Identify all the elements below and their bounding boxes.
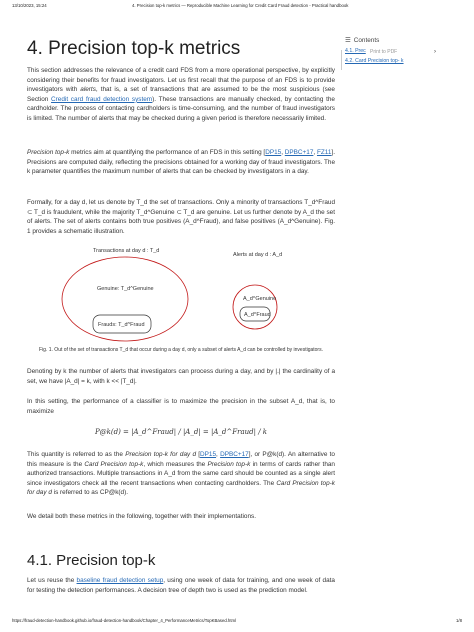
toc-item-label[interactable]: 4.2. Card Precision top- k xyxy=(345,58,404,64)
term: Card Precision top-k for day d xyxy=(27,479,335,497)
ref-dp15[interactable]: DP15 xyxy=(265,149,282,156)
frauds-label: Frauds: T_d^Fraud xyxy=(98,322,145,328)
print-url: https://fraud-detection-handbook.github.io/fraud-detection-handbook/Chapter_4_PerformanceMetrics/TopKBased.html xyxy=(12,618,237,623)
text: Let us reuse the xyxy=(27,577,75,584)
text: , xyxy=(216,451,221,458)
text: , xyxy=(281,149,285,156)
text: in terms of cards rather than authorized transactions. Multiple transactions in A_d from the same card should be counted as a single alert since investigators check all the recent transactions when contacting cardholders. The xyxy=(27,460,335,487)
toc-title: Contents xyxy=(353,36,380,44)
print-date: 13/10/2023, 15:24 xyxy=(12,3,47,8)
detail-paragraph: We detail both these metrics in the following, together with their implementations. xyxy=(27,513,256,520)
precision-formula: P@k(d) = |A_d^Fraud| / |A_d| = |A_d^Fraud| / k xyxy=(94,428,268,436)
term: Precision top-k xyxy=(207,460,251,468)
schematic-figure xyxy=(55,242,310,347)
text: is referred to as CP@k(d). xyxy=(53,489,128,497)
list-icon: ☰ xyxy=(345,37,351,44)
main-content xyxy=(27,38,335,61)
link-fds[interactable]: Credit card fraud detection system xyxy=(51,95,153,103)
transactions-label: Transactions at day d : T_d xyxy=(93,248,160,254)
toc-header xyxy=(345,36,445,44)
chevron-right-icon[interactable]: › xyxy=(434,49,436,55)
setup-paragraph xyxy=(27,576,335,595)
toc-item-label[interactable]: 4.1. Prec xyxy=(345,48,366,54)
section-title: 4.1. Precision top-k xyxy=(27,552,156,569)
text: This section addresses the relevance of a credit card FDS from a more operational perspective, by explicitly considering their benefits for fraud investigators. Let us first recall that the purpose of an FDS is to provide investigators with xyxy=(27,67,335,94)
term: Precision top-k xyxy=(27,149,70,156)
intro-paragraph xyxy=(27,66,335,124)
transactions-ellipse xyxy=(62,257,188,341)
term: Precision top-k for day d xyxy=(125,451,196,458)
k-definition-paragraph: Denoting by k the number of alerts that investigators can process during a day, and by |.| the cardinality of a set, we have |A_d| = k, with k << |T_d|. xyxy=(27,368,335,385)
precision-topk-paragraph xyxy=(27,148,335,177)
print-header xyxy=(12,3,462,13)
ref-dp15-2[interactable]: DP15 xyxy=(200,451,217,458)
maximize-paragraph: In this setting, the performance of a classifier is to maximize the precision in the subset A_d, that is, to maximize xyxy=(27,398,335,415)
toc-indicator xyxy=(341,50,342,70)
term: Card Precision top-k xyxy=(84,460,144,468)
text: ). These transactions are manually checked, by contacting the cardholder. The process of contacting cardholders is time-consuming, and the number of fraud investigators is limited. The number of alerts that may be checked during a given period is therefore necessarily limited. xyxy=(27,95,335,122)
ref-fz11[interactable]: FZ11 xyxy=(316,149,332,156)
alert-genuine-label: A_d^Genuine xyxy=(243,296,277,302)
alerts-term: alerts xyxy=(80,86,96,94)
definition-paragraph xyxy=(27,450,335,498)
text: This quantity is referred to as the xyxy=(27,451,123,458)
print-page-title: 4. Precision top-k metrics — Reproducible Machine Learning for Credit Card Fraud detection - Practical handbook xyxy=(132,3,349,8)
page-number: 1/8 xyxy=(456,618,462,623)
print-footer xyxy=(12,618,462,628)
text: , xyxy=(313,149,317,156)
text: metrics aim at quantifying the performance of an FDS in this setting [ xyxy=(71,149,266,156)
link-baseline-setup[interactable]: baseline fraud detection setup xyxy=(76,577,164,584)
ref-dpbc17[interactable]: DPBC+17 xyxy=(284,149,314,156)
text: [ xyxy=(198,451,201,458)
text: , that is, a set of transactions that are assumed to be the most suspicious (see Section xyxy=(27,86,335,103)
page-title: 4. Precision top-k metrics xyxy=(27,38,241,59)
text: ], or P@k(d). An alternative to this measure is the xyxy=(27,451,335,468)
print-tooltip: Print to PDF xyxy=(370,49,398,55)
genuine-label: Genuine: T_d^Genuine xyxy=(97,286,154,292)
ref-dpbc17-2[interactable]: DPBC+17 xyxy=(220,451,249,458)
formal-paragraph: Formally, for a day d, let us denote by T_d the set of transactions. Only a minority of transactions T_d^Fraud ⊂ T_d is fraudulent, while the majority T_d^Genuine ⊂ T_d are genuine. Let us further denote by A_d the set of alerts. The set of alerts contains both true positives (A_d^Fraud), and false positives (A_d^Genuine). Fig. 1 provides a schematic illustration. xyxy=(27,199,335,235)
text: ]. Precisions are computed daily, reflecting the precisions obtained for a working day of fraud investigators. The k parameter quantifies the maximum number of alerts that can be checked by investigators in a day. xyxy=(27,149,335,176)
text: , which measures the xyxy=(143,460,206,468)
figure-caption: Fig. 1. Out of the set of transactions T_d that occur during a day d, only a subset of alerts A_d can be controlled by investigators. xyxy=(39,347,323,353)
text: , using one week of data for training, and one week of data for testing the detection performances. A decision tree of depth two is used as the prediction model. xyxy=(27,577,335,594)
alerts-label: Alerts at day d : A_d xyxy=(233,252,283,258)
toc-item-4-2[interactable] xyxy=(345,58,445,64)
alert-fraud-label: A_d^Fraud xyxy=(244,312,271,318)
